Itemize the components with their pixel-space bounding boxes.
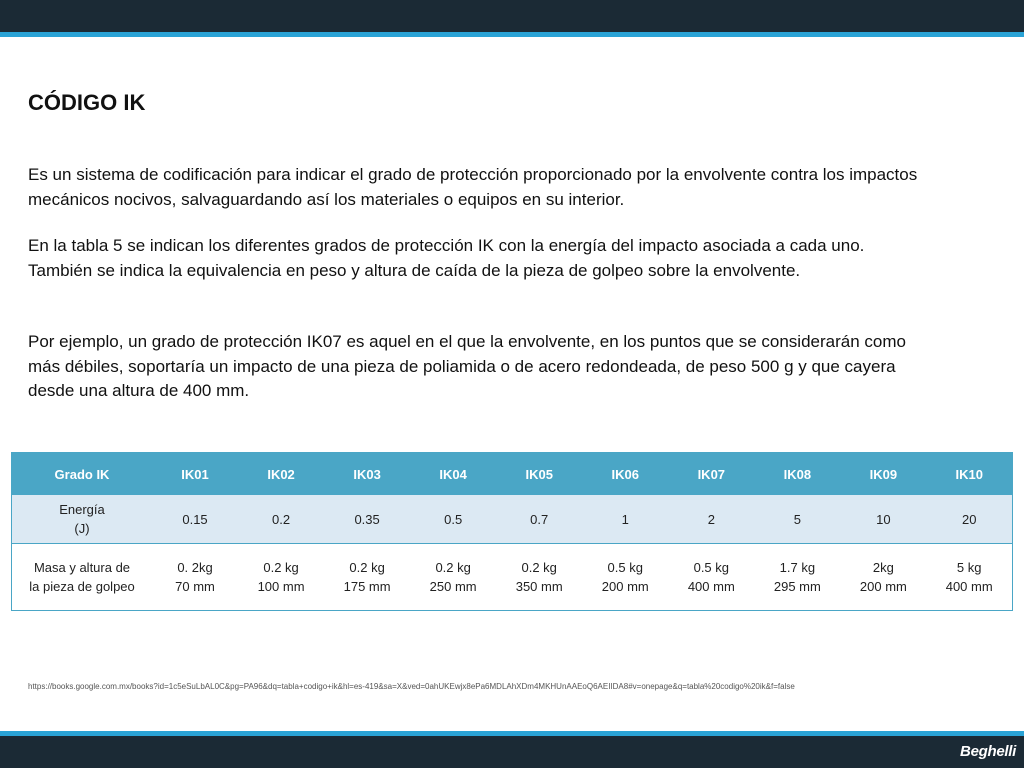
energy-cell: 0.5 (410, 495, 496, 544)
beghelli-logo: Beghelli (960, 743, 1016, 760)
row-label-line: (J) (74, 521, 90, 536)
source-url: https://books.google.com.mx/books?id=1c5eSuLbAL0C&pg=PA96&dq=tabla+codigo+ik&hl=es-419&sa=X&ved=0ahUKEwjx8ePa6MDLAhXDm4MKHUnAAEoQ6AEIIDA8#v=onepage&q=tabla%20codigo%20ik&f=false (28, 682, 795, 691)
height-value: 200 mm (601, 579, 649, 594)
top-header-bar (0, 0, 1024, 32)
row-label-line: Masa y altura de (33, 560, 131, 575)
height-value: 295 mm (773, 579, 821, 594)
mass-value: 2kg (872, 560, 894, 575)
mass-value: 0.2 kg (349, 560, 385, 575)
energy-cell: 5 (754, 495, 840, 544)
energy-cell: 2 (668, 495, 754, 544)
mass-value: 0.2 kg (521, 560, 557, 575)
height-value: 70 mm (175, 579, 215, 594)
mass-height-cell (238, 544, 324, 611)
paragraph-example: Por ejemplo, un grado de protección IK07 es aquel en el que la envolvente, en los puntos que se considerarán como más débiles, soportaría un impacto de una pieza de poliamida o de acero redondeada, de peso 500 g y que cayera desde una altura de 400 mm. (28, 332, 906, 400)
mass-value: 5 kg (956, 560, 982, 575)
bottom-footer-bar (0, 736, 1024, 768)
mass-value: 0.5 kg (693, 560, 730, 575)
header-cell: IK09 (840, 453, 926, 496)
energy-cell: 0.15 (152, 495, 238, 544)
height-value: 100 mm (257, 579, 305, 594)
mass-height-cell (324, 544, 410, 611)
row-label-line: la pieza de golpeo (29, 579, 135, 594)
top-accent-stripe (0, 32, 1024, 37)
ik-code-table (11, 452, 1013, 611)
mass-value: 1.7 kg (779, 560, 816, 575)
mass-value: 0. 2kg (177, 560, 213, 575)
header-cell: IK07 (668, 453, 754, 496)
mass-value: 0.2 kg (435, 560, 471, 575)
mass-value: 0.5 kg (607, 560, 643, 575)
mass-value: 0.2 kg (263, 560, 299, 575)
table-row-energy (12, 495, 1013, 544)
height-value: 200 mm (859, 579, 907, 594)
header-cell: IK04 (410, 453, 496, 496)
energy-cell: 20 (926, 495, 1012, 544)
mass-height-cell (754, 544, 840, 611)
header-cell: IK08 (754, 453, 840, 496)
height-value: 350 mm (515, 579, 563, 594)
row-label-line: Energía (59, 502, 105, 517)
mass-height-cell (926, 544, 1012, 611)
table-header-row (12, 453, 1013, 496)
mass-height-cell (410, 544, 496, 611)
mass-height-cell (668, 544, 754, 611)
height-value: 400 mm (945, 579, 993, 594)
header-cell: IK06 (582, 453, 668, 496)
slide-title: CÓDIGO IK (28, 90, 146, 115)
energy-cell: 10 (840, 495, 926, 544)
table-row-mass-height (12, 544, 1013, 611)
row-label-mass (12, 544, 153, 611)
header-cell: IK02 (238, 453, 324, 496)
row-label-energy (12, 495, 153, 544)
mass-height-cell (496, 544, 582, 611)
height-value: 250 mm (429, 579, 477, 594)
energy-cell: 0.35 (324, 495, 410, 544)
mass-height-cell (582, 544, 668, 611)
energy-cell: 1 (582, 495, 668, 544)
header-cell: IK01 (152, 453, 238, 496)
header-cell: IK05 (496, 453, 582, 496)
energy-cell: 0.7 (496, 495, 582, 544)
header-cell: IK10 (926, 453, 1012, 496)
mass-height-cell (152, 544, 238, 611)
height-value: 400 mm (687, 579, 735, 594)
energy-cell: 0.2 (238, 495, 324, 544)
header-cell-grado: Grado IK (12, 453, 153, 496)
paragraph-definition: Es un sistema de codificación para indicar el grado de protección proporcionado por la envolvente contra los impactos mecánicos nocivos, salvaguardando así los materiales o equipos en su interior. (28, 165, 918, 209)
header-cell: IK03 (324, 453, 410, 496)
mass-height-cell (840, 544, 926, 611)
paragraph-table-description: En la tabla 5 se indican los diferentes grados de protección IK con la energía del impacto asociada a cada uno. También se indica la equivalencia en peso y altura de caída de la pieza de golpeo sobre la envolvente. (28, 236, 865, 280)
height-value: 175 mm (343, 579, 391, 594)
